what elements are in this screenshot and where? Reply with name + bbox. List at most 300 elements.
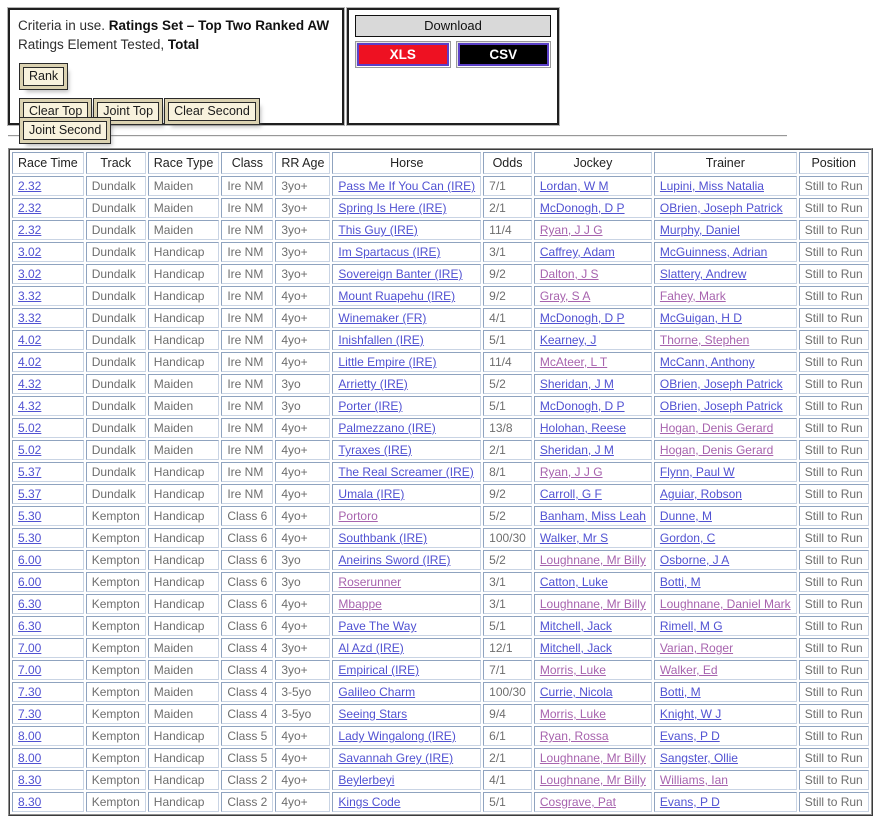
position-cell: Still to Run — [799, 242, 869, 262]
horse-link[interactable]: Galileo Charm — [338, 685, 416, 699]
trainer-link[interactable]: Slattery, Andrew — [659, 267, 747, 281]
race-time-link[interactable]: 3.32 — [18, 289, 42, 303]
table-row — [12, 770, 869, 790]
trainer-cell — [654, 660, 797, 680]
horse-link[interactable]: Arrietty (IRE) — [338, 377, 408, 391]
clear-second-button[interactable]: Clear Second — [168, 102, 256, 121]
race-time-link[interactable]: 5.02 — [18, 443, 42, 457]
horse-link[interactable]: Empirical (IRE) — [338, 663, 420, 677]
jockey-cell — [534, 506, 652, 526]
trainer-link[interactable]: McCann, Anthony — [659, 355, 755, 369]
horse-link[interactable]: Tyraxes (IRE) — [338, 443, 412, 457]
trainer-link[interactable]: Thorne, Stephen — [659, 333, 750, 347]
position-cell: Still to Run — [799, 418, 869, 438]
trainer-cell — [654, 286, 797, 306]
trainer-link[interactable]: Dunne, M — [659, 509, 712, 523]
header-odds: Odds — [483, 152, 532, 174]
race-time-link[interactable]: 5.30 — [18, 509, 42, 523]
rr-age-cell: 4yo+ — [275, 440, 330, 460]
jockey-cell — [534, 462, 652, 482]
race-time-link[interactable]: 6.30 — [18, 597, 42, 611]
trainer-link[interactable]: Sangster, Ollie — [659, 751, 738, 765]
horse-link[interactable]: Seeing Stars — [338, 707, 408, 721]
horse-link[interactable]: Umala (IRE) — [338, 487, 405, 501]
race-time-link[interactable]: 5.37 — [18, 465, 42, 479]
race-time-cell — [12, 572, 84, 592]
jockey-link[interactable]: Sheridan, J M — [539, 443, 614, 457]
trainer-link[interactable]: Hogan, Denis Gerard — [659, 421, 774, 435]
jockey-link[interactable]: Ryan, J J G — [539, 465, 603, 479]
download-csv-button[interactable]: CSV — [458, 43, 550, 66]
race-type-cell: Handicap — [148, 572, 220, 592]
track-cell: Dundalk — [86, 264, 146, 284]
track-cell: Dundalk — [86, 462, 146, 482]
race-time-cell — [12, 594, 84, 614]
horse-cell — [332, 550, 481, 570]
horse-link[interactable]: Mbappe — [338, 597, 382, 611]
trainer-link[interactable]: Loughnane, Daniel Mark — [659, 597, 791, 611]
trainer-cell — [654, 528, 797, 548]
trainer-cell — [654, 572, 797, 592]
race-time-link[interactable]: 4.02 — [18, 355, 42, 369]
race-time-cell — [12, 660, 84, 680]
odds-cell: 12/1 — [483, 638, 532, 658]
class-cell: Ire NM — [221, 198, 273, 218]
class-cell: Class 6 — [221, 572, 273, 592]
race-time-cell — [12, 462, 84, 482]
race-time-cell — [12, 792, 84, 812]
race-time-link[interactable]: 3.02 — [18, 267, 42, 281]
track-cell: Dundalk — [86, 440, 146, 460]
jockey-cell — [534, 374, 652, 394]
race-type-cell: Maiden — [148, 638, 220, 658]
horse-link[interactable]: Mount Ruapehu (IRE) — [338, 289, 456, 303]
race-time-link[interactable]: 5.02 — [18, 421, 42, 435]
class-cell: Ire NM — [221, 396, 273, 416]
class-cell: Ire NM — [221, 242, 273, 262]
position-cell: Still to Run — [799, 440, 869, 460]
top-section — [8, 8, 787, 137]
rr-age-cell: 4yo+ — [275, 484, 330, 504]
race-time-link[interactable]: 6.30 — [18, 619, 42, 633]
trainer-link[interactable]: Osborne, J A — [659, 553, 730, 567]
odds-cell: 3/1 — [483, 242, 532, 262]
horse-link[interactable]: This Guy (IRE) — [338, 223, 418, 237]
criteria-prefix: Criteria in use. — [18, 18, 109, 33]
position-cell: Still to Run — [799, 330, 869, 350]
race-type-cell: Handicap — [148, 528, 220, 548]
track-cell: Dundalk — [86, 330, 146, 350]
position-cell: Still to Run — [799, 506, 869, 526]
class-cell: Ire NM — [221, 440, 273, 460]
track-cell: Kempton — [86, 748, 146, 768]
criteria-tested-value: Total — [167, 37, 200, 52]
horse-link[interactable]: Pass Me If You Can (IRE) — [338, 179, 476, 193]
rr-age-cell: 3yo+ — [275, 176, 330, 196]
rr-age-cell: 4yo+ — [275, 506, 330, 526]
jockey-link[interactable]: Carroll, G F — [539, 487, 602, 501]
table-row — [12, 220, 869, 240]
table-row — [12, 792, 869, 812]
jockey-link[interactable]: Dalton, J S — [539, 267, 599, 281]
class-cell: Ire NM — [221, 352, 273, 372]
horse-cell — [332, 638, 481, 658]
race-type-cell: Handicap — [148, 726, 220, 746]
class-cell: Class 5 — [221, 726, 273, 746]
horse-link[interactable]: Southbank (IRE) — [338, 531, 428, 545]
class-cell: Class 6 — [221, 528, 273, 548]
class-cell: Ire NM — [221, 264, 273, 284]
jockey-cell — [534, 396, 652, 416]
race-type-cell: Maiden — [148, 198, 220, 218]
odds-cell: 7/1 — [483, 660, 532, 680]
table-row — [12, 286, 869, 306]
download-panel — [347, 8, 559, 125]
rr-age-cell: 3yo — [275, 550, 330, 570]
jockey-link[interactable]: Gray, S A — [539, 289, 591, 303]
race-type-cell: Handicap — [148, 242, 220, 262]
trainer-link[interactable]: Lupini, Miss Natalia — [659, 179, 764, 193]
joint-second-button[interactable]: Joint Second — [23, 121, 107, 140]
race-type-cell: Handicap — [148, 748, 220, 768]
jockey-cell — [534, 704, 652, 724]
jockey-link[interactable]: Holohan, Reese — [539, 421, 626, 435]
csv-button-cell — [456, 41, 552, 68]
race-time-cell — [12, 550, 84, 570]
table-row — [12, 330, 869, 350]
odds-cell: 5/2 — [483, 550, 532, 570]
horse-cell — [332, 572, 481, 592]
odds-cell: 5/1 — [483, 330, 532, 350]
horse-link[interactable]: Winemaker (FR) — [338, 311, 427, 325]
trainer-cell — [654, 418, 797, 438]
table-row — [12, 638, 869, 658]
jockey-link[interactable]: Ryan, Rossa — [539, 729, 609, 743]
track-cell: Kempton — [86, 616, 146, 636]
track-cell: Dundalk — [86, 352, 146, 372]
position-cell: Still to Run — [799, 792, 869, 812]
horse-link[interactable]: Kings Code — [338, 795, 401, 809]
horse-link[interactable]: Portoro — [338, 509, 378, 523]
race-time-link[interactable]: 3.02 — [18, 245, 42, 259]
race-time-cell — [12, 528, 84, 548]
horse-link[interactable]: Inishfallen (IRE) — [338, 333, 424, 347]
track-cell: Dundalk — [86, 396, 146, 416]
jockey-cell — [534, 198, 652, 218]
track-cell: Dundalk — [86, 220, 146, 240]
header-race-type: Race Type — [148, 152, 220, 174]
race-time-cell — [12, 330, 84, 350]
race-type-cell: Handicap — [148, 770, 220, 790]
jockey-link[interactable]: Banham, Miss Leah — [539, 509, 646, 523]
trainer-cell — [654, 770, 797, 790]
horse-link[interactable]: Sovereign Banter (IRE) — [338, 267, 463, 281]
horse-link[interactable]: Savannah Grey (IRE) — [338, 751, 454, 765]
horse-link[interactable]: Im Spartacus (IRE) — [338, 245, 441, 259]
jockey-cell — [534, 594, 652, 614]
track-cell: Kempton — [86, 550, 146, 570]
race-time-link[interactable]: 6.00 — [18, 575, 42, 589]
horse-cell — [332, 726, 481, 746]
trainer-cell — [654, 330, 797, 350]
jockey-link[interactable]: Loughnane, Mr Billy — [539, 553, 646, 567]
horse-cell — [332, 286, 481, 306]
trainer-link[interactable]: Walker, Ed — [659, 663, 718, 677]
header-jockey: Jockey — [534, 152, 652, 174]
header-rr-age: RR Age — [275, 152, 330, 174]
horse-link[interactable]: Porter (IRE) — [338, 399, 403, 413]
jockey-cell — [534, 286, 652, 306]
position-cell: Still to Run — [799, 726, 869, 746]
horse-link[interactable]: Little Empire (IRE) — [338, 355, 437, 369]
jockey-link[interactable]: Mitchell, Jack — [539, 619, 612, 633]
jockey-link[interactable]: McDonogh, D P — [539, 311, 625, 325]
jockey-link[interactable]: Loughnane, Mr Billy — [539, 773, 646, 787]
race-time-link[interactable]: 7.30 — [18, 707, 42, 721]
jockey-cell — [534, 242, 652, 262]
race-time-cell — [12, 242, 84, 262]
jockey-link[interactable]: Currie, Nicola — [539, 685, 613, 699]
jockey-link[interactable]: Loughnane, Mr Billy — [539, 597, 646, 611]
jockey-link[interactable]: Morris, Luke — [539, 663, 606, 677]
race-time-link[interactable]: 5.30 — [18, 531, 42, 545]
trainer-cell — [654, 220, 797, 240]
race-time-link[interactable]: 4.32 — [18, 399, 42, 413]
race-time-link[interactable]: 2.32 — [18, 201, 42, 215]
class-cell: Ire NM — [221, 220, 273, 240]
trainer-cell — [654, 726, 797, 746]
horse-cell — [332, 176, 481, 196]
trainer-link[interactable]: OBrien, Joseph Patrick — [659, 399, 783, 413]
trainer-link[interactable]: Murphy, Daniel — [659, 223, 740, 237]
race-time-cell — [12, 176, 84, 196]
track-cell: Kempton — [86, 572, 146, 592]
position-cell: Still to Run — [799, 550, 869, 570]
race-type-cell: Maiden — [148, 704, 220, 724]
position-cell: Still to Run — [799, 462, 869, 482]
race-time-link[interactable]: 2.32 — [18, 223, 42, 237]
table-row — [12, 440, 869, 460]
track-cell: Kempton — [86, 704, 146, 724]
track-cell: Dundalk — [86, 176, 146, 196]
horse-link[interactable]: Pave The Way — [338, 619, 417, 633]
rr-age-cell: 4yo+ — [275, 792, 330, 812]
trainer-cell — [654, 594, 797, 614]
horse-link[interactable]: Aneirins Sword (IRE) — [338, 553, 451, 567]
trainer-link[interactable]: OBrien, Joseph Patrick — [659, 201, 783, 215]
trainer-link[interactable]: McGuigan, H D — [659, 311, 742, 325]
jockey-link[interactable]: Cosgrave, Pat — [539, 795, 616, 809]
odds-cell: 4/1 — [483, 308, 532, 328]
trainer-cell — [654, 616, 797, 636]
race-time-link[interactable]: 4.02 — [18, 333, 42, 347]
table-row — [12, 550, 869, 570]
track-cell: Kempton — [86, 528, 146, 548]
jockey-link[interactable]: Kearney, J — [539, 333, 597, 347]
trainer-link[interactable]: Williams, Ian — [659, 773, 728, 787]
trainer-link[interactable]: McGuinness, Adrian — [659, 245, 768, 259]
position-cell: Still to Run — [799, 374, 869, 394]
jockey-link[interactable]: Sheridan, J M — [539, 377, 614, 391]
rank-button[interactable]: Rank — [23, 67, 64, 86]
track-cell: Kempton — [86, 594, 146, 614]
trainer-cell — [654, 792, 797, 812]
table-row — [12, 396, 869, 416]
jockey-cell — [534, 308, 652, 328]
race-time-link[interactable]: 8.00 — [18, 751, 42, 765]
position-cell: Still to Run — [799, 308, 869, 328]
race-time-cell — [12, 396, 84, 416]
race-type-cell: Handicap — [148, 330, 220, 350]
jockey-link[interactable]: Lordan, W M — [539, 179, 609, 193]
race-time-cell — [12, 286, 84, 306]
trainer-cell — [654, 440, 797, 460]
position-cell: Still to Run — [799, 616, 869, 636]
horse-link[interactable]: Spring Is Here (IRE) — [338, 201, 447, 215]
trainer-cell — [654, 396, 797, 416]
joint-top-button[interactable]: Joint Top — [97, 102, 159, 121]
horse-cell — [332, 374, 481, 394]
race-time-link[interactable]: 8.30 — [18, 773, 42, 787]
trainer-link[interactable]: Gordon, C — [659, 531, 716, 545]
jockey-cell — [534, 330, 652, 350]
trainer-link[interactable]: Aguiar, Robson — [659, 487, 742, 501]
race-time-link[interactable]: 8.30 — [18, 795, 42, 809]
trainer-link[interactable]: Evans, P D — [659, 795, 720, 809]
trainer-link[interactable]: Botti, M — [659, 685, 701, 699]
trainer-link[interactable]: Fahey, Mark — [659, 289, 726, 303]
table-row — [12, 264, 869, 284]
horse-link[interactable]: Roserunner — [338, 575, 402, 589]
track-cell: Kempton — [86, 726, 146, 746]
horse-cell — [332, 660, 481, 680]
horse-link[interactable]: Lady Wingalong (IRE) — [338, 729, 456, 743]
race-type-cell: Handicap — [148, 286, 220, 306]
jockey-link[interactable]: Loughnane, Mr Billy — [539, 751, 646, 765]
race-time-link[interactable]: 4.32 — [18, 377, 42, 391]
race-time-cell — [12, 352, 84, 372]
position-cell: Still to Run — [799, 594, 869, 614]
jockey-link[interactable]: Catton, Luke — [539, 575, 608, 589]
table-row — [12, 704, 869, 724]
clear-top-button[interactable]: Clear Top — [23, 102, 88, 121]
race-time-link[interactable]: 2.32 — [18, 179, 42, 193]
jockey-cell — [534, 352, 652, 372]
race-time-link[interactable]: 6.00 — [18, 553, 42, 567]
jockey-cell — [534, 550, 652, 570]
jockey-link[interactable]: Walker, Mr S — [539, 531, 609, 545]
table-row — [12, 748, 869, 768]
race-type-cell: Maiden — [148, 176, 220, 196]
odds-cell: 9/2 — [483, 484, 532, 504]
rr-age-cell: 3yo+ — [275, 242, 330, 262]
table-row — [12, 374, 869, 394]
criteria-panel — [8, 8, 344, 137]
race-time-cell — [12, 748, 84, 768]
trainer-link[interactable]: Flynn, Paul W — [659, 465, 735, 479]
horse-cell — [332, 242, 481, 262]
race-time-link[interactable]: 8.00 — [18, 729, 42, 743]
track-cell: Dundalk — [86, 308, 146, 328]
position-cell: Still to Run — [799, 264, 869, 284]
horse-cell — [332, 440, 481, 460]
odds-cell: 5/2 — [483, 506, 532, 526]
jockey-link[interactable]: McAteer, L T — [539, 355, 608, 369]
table-row — [12, 418, 869, 438]
jockey-link[interactable]: McDonogh, D P — [539, 399, 625, 413]
jockey-link[interactable]: Ryan, J J G — [539, 223, 603, 237]
trainer-link[interactable]: Varian, Roger — [659, 641, 734, 655]
jockey-cell — [534, 638, 652, 658]
race-type-cell: Handicap — [148, 506, 220, 526]
horse-link[interactable]: The Real Screamer (IRE) — [338, 465, 474, 479]
horse-cell — [332, 506, 481, 526]
race-type-cell: Handicap — [148, 484, 220, 504]
jockey-link[interactable]: McDonogh, D P — [539, 201, 625, 215]
rr-age-cell: 3yo+ — [275, 638, 330, 658]
rr-age-cell: 4yo+ — [275, 308, 330, 328]
race-type-cell: Maiden — [148, 440, 220, 460]
race-time-link[interactable]: 7.00 — [18, 641, 42, 655]
trainer-link[interactable]: OBrien, Joseph Patrick — [659, 377, 783, 391]
jockey-cell — [534, 616, 652, 636]
trainer-link[interactable]: Botti, M — [659, 575, 701, 589]
trainer-link[interactable]: Hogan, Denis Gerard — [659, 443, 774, 457]
race-time-link[interactable]: 7.30 — [18, 685, 42, 699]
class-cell: Ire NM — [221, 330, 273, 350]
odds-cell: 2/1 — [483, 440, 532, 460]
jockey-cell — [534, 528, 652, 548]
jockey-link[interactable]: Morris, Luke — [539, 707, 606, 721]
horse-cell — [332, 594, 481, 614]
race-type-cell: Maiden — [148, 660, 220, 680]
position-cell: Still to Run — [799, 286, 869, 306]
table-row — [12, 572, 869, 592]
trainer-link[interactable]: Knight, W J — [659, 707, 722, 721]
table-row — [12, 484, 869, 504]
xls-button-cell — [355, 41, 451, 68]
jockey-link[interactable]: Caffrey, Adam — [539, 245, 615, 259]
horse-link[interactable]: Beylerbeyi — [338, 773, 395, 787]
rr-age-cell: 3-5yo — [275, 682, 330, 702]
track-cell: Kempton — [86, 792, 146, 812]
odds-cell: 13/8 — [483, 418, 532, 438]
trainer-link[interactable]: Evans, P D — [659, 729, 720, 743]
download-xls-button[interactable]: XLS — [357, 43, 449, 66]
trainer-link[interactable]: Rimell, M G — [659, 619, 723, 633]
jockey-link[interactable]: Mitchell, Jack — [539, 641, 612, 655]
race-type-cell: Handicap — [148, 616, 220, 636]
race-time-link[interactable]: 5.37 — [18, 487, 42, 501]
race-type-cell: Maiden — [148, 220, 220, 240]
trainer-cell — [654, 462, 797, 482]
horse-cell — [332, 792, 481, 812]
horse-cell — [332, 704, 481, 724]
race-time-cell — [12, 198, 84, 218]
odds-cell: 100/30 — [483, 528, 532, 548]
download-buttons — [355, 41, 551, 68]
class-cell: Ire NM — [221, 176, 273, 196]
horse-link[interactable]: Al Azd (IRE) — [338, 641, 404, 655]
horse-cell — [332, 352, 481, 372]
rr-age-cell: 4yo+ — [275, 330, 330, 350]
trainer-cell — [654, 704, 797, 724]
race-time-link[interactable]: 7.00 — [18, 663, 42, 677]
horse-link[interactable]: Palmezzano (IRE) — [338, 421, 436, 435]
race-time-link[interactable]: 3.32 — [18, 311, 42, 325]
table-row — [12, 616, 869, 636]
race-type-cell: Handicap — [148, 462, 220, 482]
